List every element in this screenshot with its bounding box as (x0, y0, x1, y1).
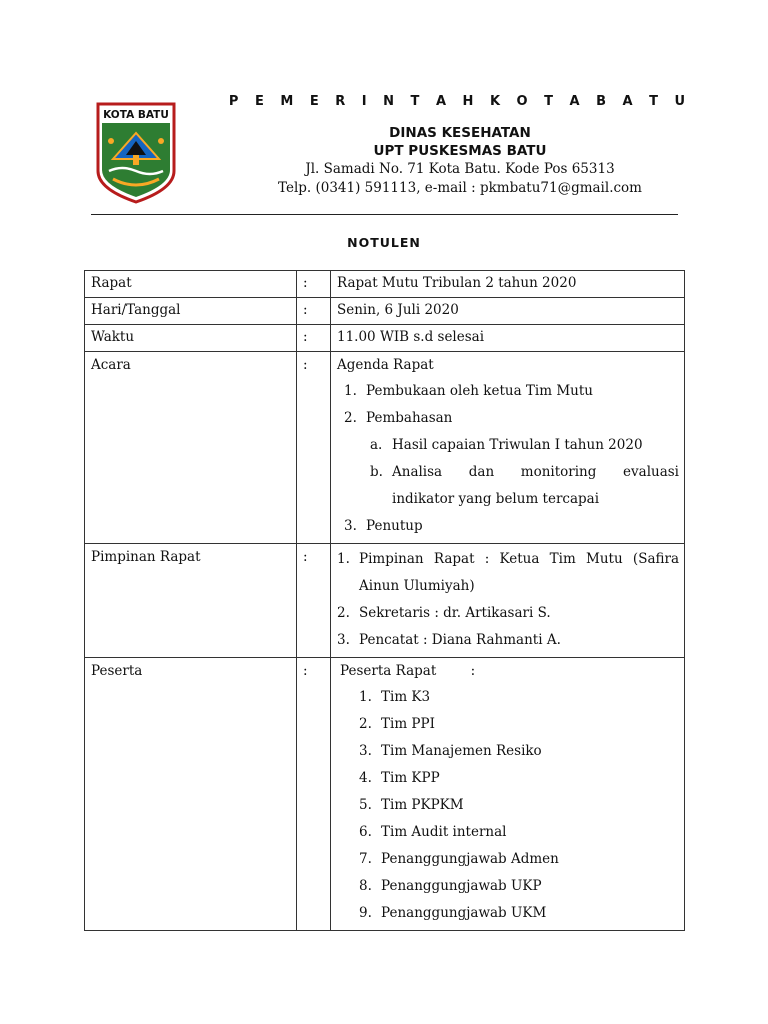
kota-batu-emblem (95, 101, 177, 205)
item-number: 3. (344, 518, 357, 534)
pimpinan-item (337, 627, 679, 654)
value-hari-tanggal: Senin, 6 Juli 2020 (331, 298, 685, 325)
value-pimpinan-rapat (331, 544, 685, 658)
item-number: 1. (337, 551, 350, 567)
government-heading: P E M E R I N T A H K O T A B A T U (228, 94, 692, 109)
peserta-item (337, 873, 679, 900)
label-hari-tanggal: Hari/Tanggal (85, 298, 297, 325)
label-acara: Acara (85, 352, 297, 544)
label-waktu: Waktu (85, 325, 297, 352)
header-divider (91, 214, 678, 215)
subitem-text: Analisa dan monitoring evaluasi (392, 464, 679, 480)
peserta-item (337, 684, 679, 711)
row-acara (85, 352, 685, 544)
item-text: Tim Manajemen Resiko (381, 743, 542, 759)
colon: : (297, 325, 331, 352)
value-acara (331, 352, 685, 544)
subitem-letter: b. (370, 464, 383, 480)
subitem-letter: a. (370, 437, 383, 453)
item-text: Pimpinan Rapat : Ketua Tim Mutu (Safira (359, 551, 679, 567)
item-number: 1. (359, 689, 372, 705)
contact-line: Telp. (0341) 591113, e-mail : pkmbatu71@gmail.com (278, 180, 642, 196)
peserta-item (337, 765, 679, 792)
emblem-lettering: KOTA BATU (103, 109, 169, 121)
label-pimpinan-rapat: Pimpinan Rapat (85, 544, 297, 658)
agenda-heading: Agenda Rapat (337, 357, 434, 373)
agenda-item (337, 378, 679, 405)
address-block (200, 160, 720, 198)
address-line: Jl. Samadi No. 71 Kota Batu. Kode Pos 65313 (305, 161, 615, 177)
row-rapat (85, 271, 685, 298)
item-text: Pencatat : Diana Rahmanti A. (359, 632, 561, 648)
agenda-subitem (337, 432, 679, 459)
department-heading (200, 124, 720, 160)
pimpinan-item (337, 546, 679, 600)
row-waktu (85, 325, 685, 352)
document-title: NOTULEN (347, 235, 421, 250)
peserta-item (337, 900, 679, 927)
peserta-item (337, 819, 679, 846)
peserta-heading: Peserta Rapat : (340, 663, 476, 679)
colon: : (297, 352, 331, 544)
peserta-item (337, 792, 679, 819)
subitem-text-continued: indikator yang belum tercapai (392, 491, 600, 507)
notulen-table (84, 270, 685, 931)
pimpinan-item (337, 600, 679, 627)
item-text: Tim K3 (381, 689, 431, 705)
item-text: Sekretaris : dr. Artikasari S. (359, 605, 551, 621)
item-text: Pembahasan (366, 410, 453, 426)
item-text: Penanggungjawab UKP (381, 878, 542, 894)
peserta-item (337, 738, 679, 765)
item-number: 7. (359, 851, 372, 867)
item-text: Penanggungjawab Admen (381, 851, 559, 867)
value-waktu: 11.00 WIB s.d selesai (331, 325, 685, 352)
value-peserta (331, 658, 685, 931)
item-text: Tim KPP (381, 770, 440, 786)
agenda-subitem (337, 459, 679, 513)
label-peserta: Peserta (85, 658, 297, 931)
item-number: 2. (337, 605, 350, 621)
item-text-continued: Ainun Ulumiyah) (359, 578, 475, 594)
item-number: 2. (359, 716, 372, 732)
colon: : (297, 658, 331, 931)
item-text: Pembukaan oleh ketua Tim Mutu (366, 383, 593, 399)
colon: : (297, 271, 331, 298)
agenda-item (337, 405, 679, 432)
item-text: Tim Audit internal (381, 824, 507, 840)
colon: : (297, 298, 331, 325)
agenda-item (337, 513, 679, 540)
peserta-item (337, 846, 679, 873)
item-text: Penanggungjawab UKM (381, 905, 547, 921)
row-peserta (85, 658, 685, 931)
item-number: 8. (359, 878, 372, 894)
item-number: 3. (337, 632, 350, 648)
value-rapat: Rapat Mutu Tribulan 2 tahun 2020 (331, 271, 685, 298)
item-text: Penutup (366, 518, 423, 534)
subitem-text: Hasil capaian Triwulan I tahun 2020 (392, 437, 643, 453)
item-number: 3. (359, 743, 372, 759)
item-number: 1. (344, 383, 357, 399)
item-number: 9. (359, 905, 372, 921)
item-number: 2. (344, 410, 357, 426)
item-text: Tim PPI (381, 716, 435, 732)
row-pimpinan-rapat (85, 544, 685, 658)
row-hari-tanggal (85, 298, 685, 325)
item-number: 5. (359, 797, 372, 813)
colon: : (297, 544, 331, 658)
unit-name: UPT PUSKESMAS BATU (373, 143, 547, 159)
item-text: Tim PKPKM (381, 797, 464, 813)
item-number: 4. (359, 770, 372, 786)
item-number: 6. (359, 824, 372, 840)
label-rapat: Rapat (85, 271, 297, 298)
peserta-item (337, 711, 679, 738)
department-name: DINAS KESEHATAN (389, 125, 531, 141)
